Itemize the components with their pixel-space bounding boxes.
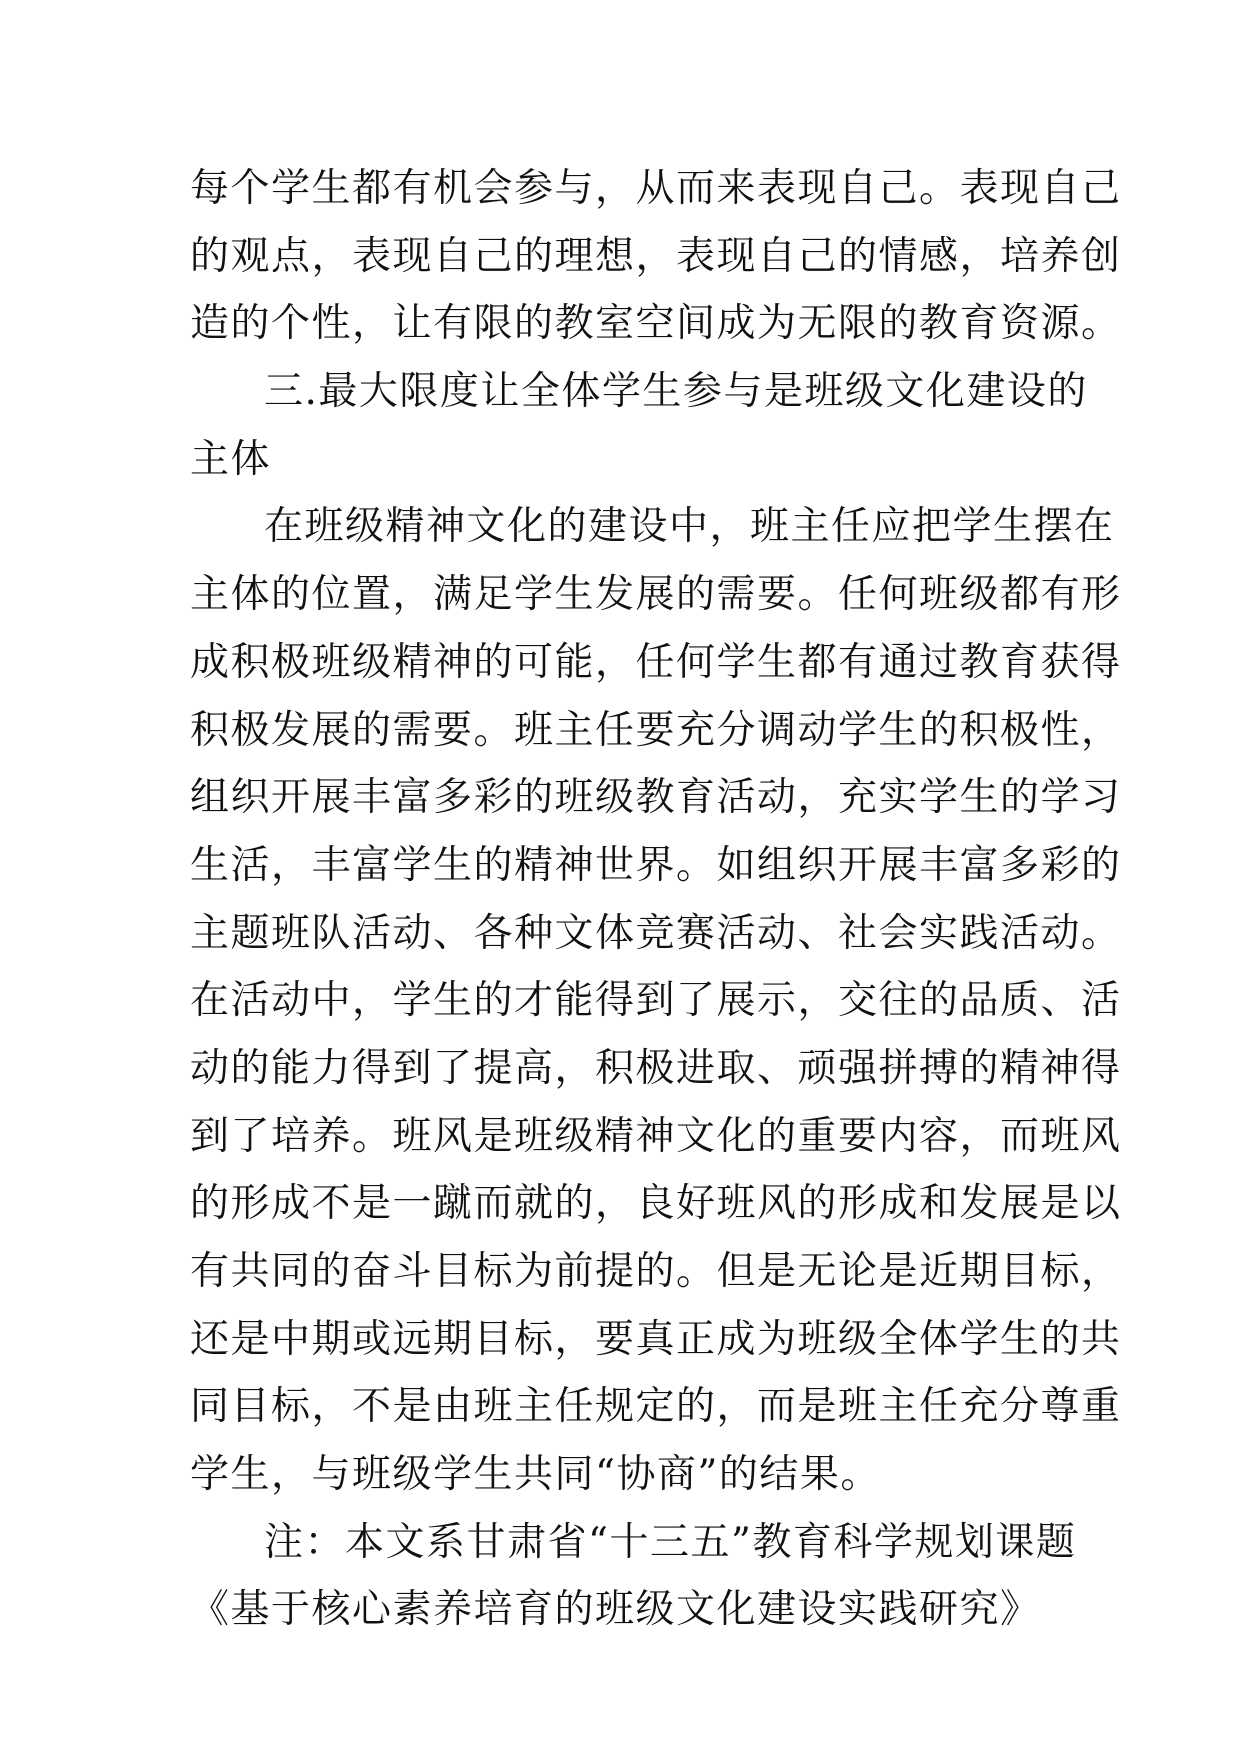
section-heading-line: 主体 — [190, 436, 272, 482]
text-line: 同目标，不是由班主任规定的，而是班主任充分尊重 — [190, 1384, 1122, 1430]
text-line: 在活动中，学生的才能得到了展示，交往的品质、活 — [190, 978, 1122, 1024]
note-line: 注：本文系甘肃省“十三五”教育科学规划课题 — [264, 1519, 1077, 1565]
text-line: 到了培养。班风是班级精神文化的重要内容，而班风 — [190, 1113, 1122, 1159]
text-line: 还是中期或远期目标，要真正成为班级全体学生的共 — [190, 1316, 1122, 1362]
text-line: 造的个性，让有限的教室空间成为无限的教育资源。 — [190, 301, 1122, 347]
text-line: 动的能力得到了提高，积极进取、顽强拼搏的精神得 — [190, 1045, 1122, 1091]
text-line: 有共同的奋斗目标为前提的。但是无论是近期目标， — [190, 1249, 1122, 1294]
text-line: 主体的位置，满足学生发展的需要。任何班级都有形 — [190, 572, 1122, 618]
text-line: 主题班队活动、各种文体竞赛活动、社会实践活动。 — [190, 910, 1122, 956]
text-line: 的形成不是一蹴而就的，良好班风的形成和发展是以 — [190, 1181, 1122, 1227]
text-line: 积极发展的需要。班主任要充分调动学生的积极性， — [190, 707, 1122, 753]
text-line: 在班级精神文化的建设中，班主任应把学生摆在 — [264, 504, 1115, 550]
document-body — [190, 155, 1122, 1644]
section-heading-line: 三.最大限度让全体学生参与是班级文化建设的 — [264, 369, 1088, 415]
text-line: 生活，丰富学生的精神世界。如组织开展丰富多彩的 — [190, 842, 1122, 888]
text-line: 的观点，表现自己的理想，表现自己的情感，培养创 — [190, 233, 1122, 279]
text-line: 每个学生都有机会参与，从而来表现自己。表现自己 — [190, 166, 1122, 211]
text-line: 学生，与班级学生共同“协商”的结果。 — [190, 1452, 881, 1498]
text-line: 成积极班级精神的可能，任何学生都有通过教育获得 — [190, 639, 1122, 685]
note-line: 《基于核心素养培育的班级文化建设实践研究》 — [190, 1587, 1041, 1633]
text-line: 组织开展丰富多彩的班级教育活动，充实学生的学习 — [190, 775, 1122, 821]
